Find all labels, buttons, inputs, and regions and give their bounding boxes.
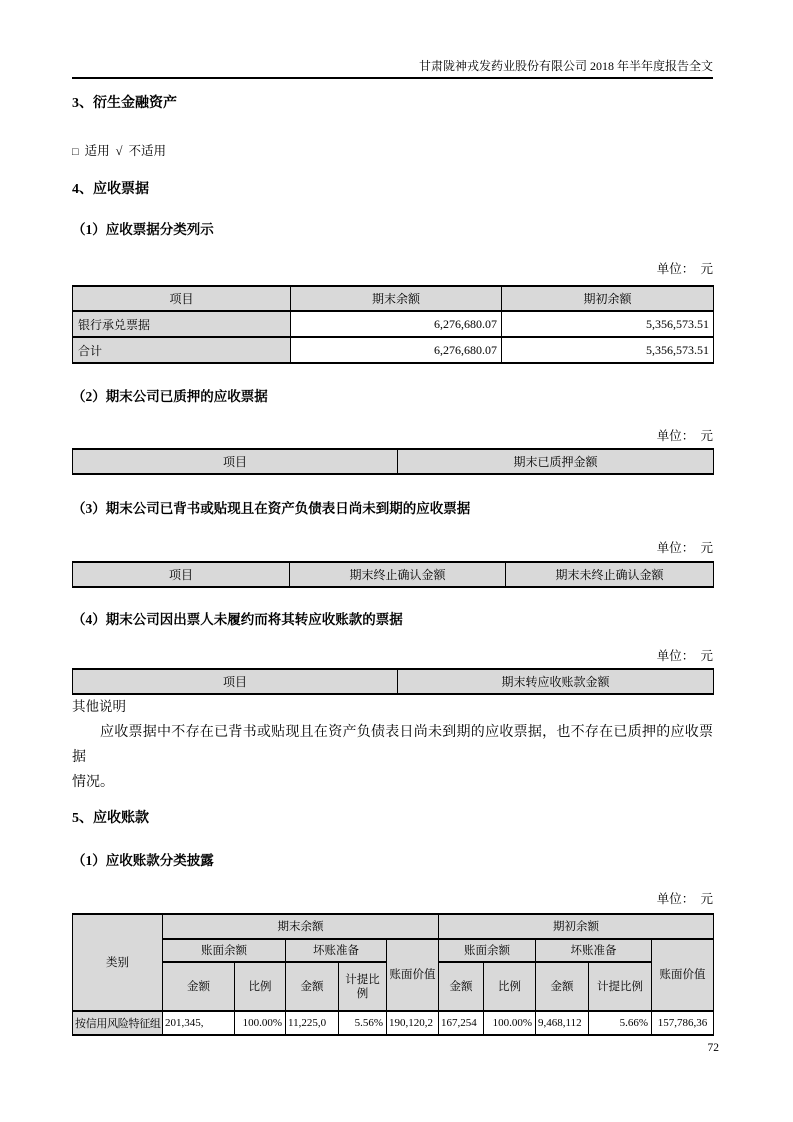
table-header-row: [73, 914, 714, 939]
provision-ratio-header: 计提比例: [589, 962, 652, 1011]
unit-label: 单位： 元: [656, 649, 713, 663]
closing-balance-group-header: 期末余额: [163, 914, 439, 939]
book-balance-header: 账面余额: [439, 939, 536, 962]
check-mark-icon: √: [115, 144, 123, 158]
unit-label: 单位： 元: [656, 429, 713, 443]
endorsed-notes-table: [72, 561, 714, 588]
closing-provision-value: 11,225,0: [286, 1011, 339, 1035]
page-number: 72: [707, 1042, 719, 1054]
opening-provision-value: 9,468,112: [536, 1011, 589, 1035]
table-header-row: [73, 939, 714, 962]
table-header-row: [73, 562, 714, 587]
book-balance-header: 账面余额: [163, 939, 286, 962]
row-item-label: 合计: [73, 337, 291, 363]
column-header: 期末未终止确认金额: [506, 562, 714, 587]
category-header: 类别: [73, 914, 163, 1011]
table-row: [73, 1011, 714, 1035]
unit-label: 单位： 元: [656, 892, 713, 906]
column-header: 项目: [73, 449, 398, 474]
column-header: 期初余额: [502, 286, 714, 311]
report-title: 甘肃陇神戎发药业股份有限公司 2018 年半年度报告全文: [418, 59, 713, 73]
closing-amount-value: 201,345,: [163, 1011, 235, 1035]
note-line: 情况。: [72, 775, 114, 790]
amount-header: 金额: [439, 962, 484, 1011]
column-header: 项目: [73, 562, 290, 587]
section-5-heading: 5、应收账款: [72, 811, 149, 826]
applicability-row: [72, 144, 713, 160]
unit-label: 单位： 元: [656, 541, 713, 555]
closing-balance-value: 6,276,680.07: [291, 311, 502, 337]
ratio-header: 比例: [235, 962, 286, 1011]
amount-header: 金额: [286, 962, 339, 1011]
opening-ratio-value: 100.00%: [484, 1011, 536, 1035]
column-header: 期末转应收账款金额: [398, 669, 714, 694]
column-header: 期末终止确认金额: [290, 562, 506, 587]
column-header: 期末已质押金额: [398, 449, 714, 474]
table-header-row: [73, 286, 714, 311]
notes-receivable-table: [72, 285, 714, 364]
opening-balance-value: 5,356,573.51: [502, 337, 714, 363]
closing-book-value: 190,120,2: [387, 1011, 439, 1035]
book-value-header: 账面价值: [652, 939, 714, 1011]
provision-ratio-header: 计提比例: [339, 962, 387, 1011]
ratio-header: 比例: [484, 962, 536, 1011]
section-3-heading: 3、衍生金融资产: [72, 96, 177, 111]
opening-balance-value: 5,356,573.51: [502, 311, 714, 337]
section-4-4-heading: （4）期末公司因出票人未履约而将其转应收账款的票据: [72, 612, 403, 627]
bad-debt-provision-header: 坏账准备: [286, 939, 387, 962]
closing-ratio-value: 100.00%: [235, 1011, 286, 1035]
table-header-row: [73, 669, 714, 694]
opening-balance-group-header: 期初余额: [439, 914, 714, 939]
closing-provision-ratio-value: 5.56%: [339, 1011, 387, 1035]
book-value-header: 账面价值: [387, 939, 439, 1011]
unit-label: 单位： 元: [656, 262, 713, 276]
other-note-paragraph: [72, 720, 713, 795]
table-row: [73, 311, 714, 337]
page-header: [72, 58, 713, 79]
row-item-label: 银行承兑票据: [73, 311, 291, 337]
table-row: [73, 337, 714, 363]
applicable-label: 适用: [84, 144, 110, 158]
checkbox-unchecked-icon: □: [72, 146, 79, 158]
section-4-heading: 4、应收票据: [72, 182, 149, 197]
transferred-notes-table: [72, 668, 714, 695]
amount-header: 金额: [163, 962, 235, 1011]
closing-balance-value: 6,276,680.07: [291, 337, 502, 363]
opening-provision-ratio-value: 5.66%: [589, 1011, 652, 1035]
column-header: 期末余额: [291, 286, 502, 311]
table-header-row: [73, 449, 714, 474]
opening-book-value: 157,786,36: [652, 1011, 714, 1035]
not-applicable-label: 不适用: [128, 144, 167, 158]
opening-amount-value: 167,254: [439, 1011, 484, 1035]
other-note-title: 其他说明: [72, 699, 126, 714]
pledged-notes-table: [72, 448, 714, 475]
section-5-1-heading: （1）应收账款分类披露: [72, 853, 214, 868]
amount-header: 金额: [536, 962, 589, 1011]
section-4-2-heading: （2）期末公司已质押的应收票据: [72, 389, 268, 404]
category-value: 按信用风险特征组: [73, 1011, 163, 1035]
note-line: 应收票据中不存在已背书或贴现且在资产负债表日尚未到期的应收票据，也不存在已质押的应收票据: [72, 725, 713, 765]
column-header: 项目: [73, 286, 291, 311]
column-header: 项目: [73, 669, 398, 694]
accounts-receivable-table: [72, 913, 714, 1036]
section-4-1-heading: （1）应收票据分类列示: [72, 222, 214, 237]
section-4-3-heading: （3）期末公司已背书或贴现且在资产负债表日尚未到期的应收票据: [72, 501, 471, 516]
bad-debt-provision-header: 坏账准备: [536, 939, 652, 962]
